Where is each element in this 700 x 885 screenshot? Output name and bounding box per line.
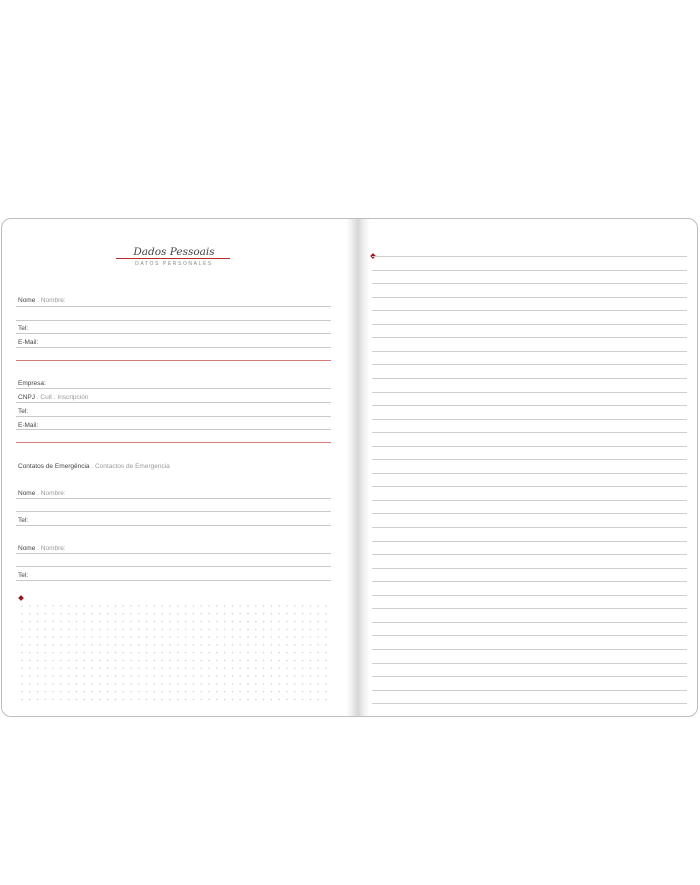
contact1-tel-label: Tel: [18,517,29,524]
contact2-name-field-label: Nome . Nombre: [18,545,66,552]
ruled-line[interactable] [372,622,687,623]
contact1-name-label: Nome [18,490,36,497]
ruled-line[interactable] [372,554,687,555]
contact1-name-alt: Nombre: [40,490,66,497]
section-divider [16,442,331,443]
ruled-line[interactable] [372,297,687,298]
ruled-line[interactable] [372,364,687,365]
ruled-line[interactable] [372,568,687,569]
ruled-line[interactable] [372,663,687,664]
ruled-line[interactable] [372,459,687,460]
ruled-line[interactable] [372,405,687,406]
ruled-line[interactable] [372,703,687,704]
diamond-marker-icon [18,595,24,601]
cnpj-label: CNPJ [18,394,35,401]
cnpj-line[interactable] [16,402,331,403]
company-tel-line[interactable] [16,416,331,417]
name-label: Nome [18,297,36,304]
company-line[interactable] [16,388,331,389]
tel-label: Tel: [18,325,29,332]
ruled-line[interactable] [372,432,687,433]
ruled-line[interactable] [372,270,687,271]
contact2-tel-label: Tel: [18,572,29,579]
ruled-line[interactable] [372,676,687,677]
contact2-name-line[interactable] [16,553,331,554]
emergency-heading-label: Contatos de Emergência [18,463,90,470]
page-title: Dados Pessoais [133,246,215,258]
ruled-line[interactable] [372,690,687,691]
emergency-heading: Contatos de Emergência . Contactos de Emergencia [18,463,170,470]
right-page [351,219,697,716]
company-email-line[interactable] [16,429,331,430]
name-line[interactable] [16,306,331,307]
ruled-line[interactable] [372,337,687,338]
ruled-line[interactable] [372,513,687,514]
name-line-2[interactable] [16,320,331,321]
ruled-line[interactable] [372,595,687,596]
cnpj-field-label: CNPJ . Cuit . Inscripción [18,394,89,401]
ruled-line[interactable] [372,392,687,393]
contact1-name-field-label: Nome . Nombre: [18,490,66,497]
ruled-line[interactable] [372,473,687,474]
ruled-line[interactable] [372,351,687,352]
section-divider [16,360,331,361]
ruled-line[interactable] [372,446,687,447]
title-underline [116,258,230,259]
contact2-name-line-2[interactable] [16,566,331,567]
ruled-line[interactable] [372,486,687,487]
ruled-line[interactable] [372,527,687,528]
contact2-tel-line[interactable] [16,580,331,581]
dot-grid[interactable] [18,602,330,702]
contact2-name-label: Nome [18,545,36,552]
left-page [2,219,351,716]
tel-line[interactable] [16,333,331,334]
ruled-line[interactable] [372,541,687,542]
ruled-line[interactable] [372,283,687,284]
ruled-line[interactable] [372,500,687,501]
company-email-label: E-Mail: [18,422,39,429]
contact1-name-line-2[interactable] [16,511,331,512]
contact1-name-line[interactable] [16,498,331,499]
ruled-line[interactable] [372,256,687,257]
ruled-line[interactable] [372,581,687,582]
company-tel-label: Tel: [18,408,29,415]
ruled-line[interactable] [372,608,687,609]
name-label-alt: Nombre: [40,297,66,304]
ruled-line[interactable] [372,378,687,379]
page-subtitle: DATOS PERSONALES [135,261,213,267]
ruled-line[interactable] [372,310,687,311]
contact2-name-alt: Nombre: [40,545,66,552]
ruled-line[interactable] [372,649,687,650]
name-field-label: Nome . Nombre: [18,297,66,304]
contact1-tel-line[interactable] [16,525,331,526]
ruled-line[interactable] [372,324,687,325]
open-notebook [1,218,698,717]
email-line[interactable] [16,347,331,348]
ruled-line[interactable] [372,635,687,636]
ruled-line[interactable] [372,419,687,420]
company-label: Empresa: [18,380,46,387]
cnpj-label-alt: Cuit . Inscripción [40,394,89,401]
email-label: E-Mail: [18,339,39,346]
emergency-heading-alt: Contactos de Emergencia [94,463,170,470]
